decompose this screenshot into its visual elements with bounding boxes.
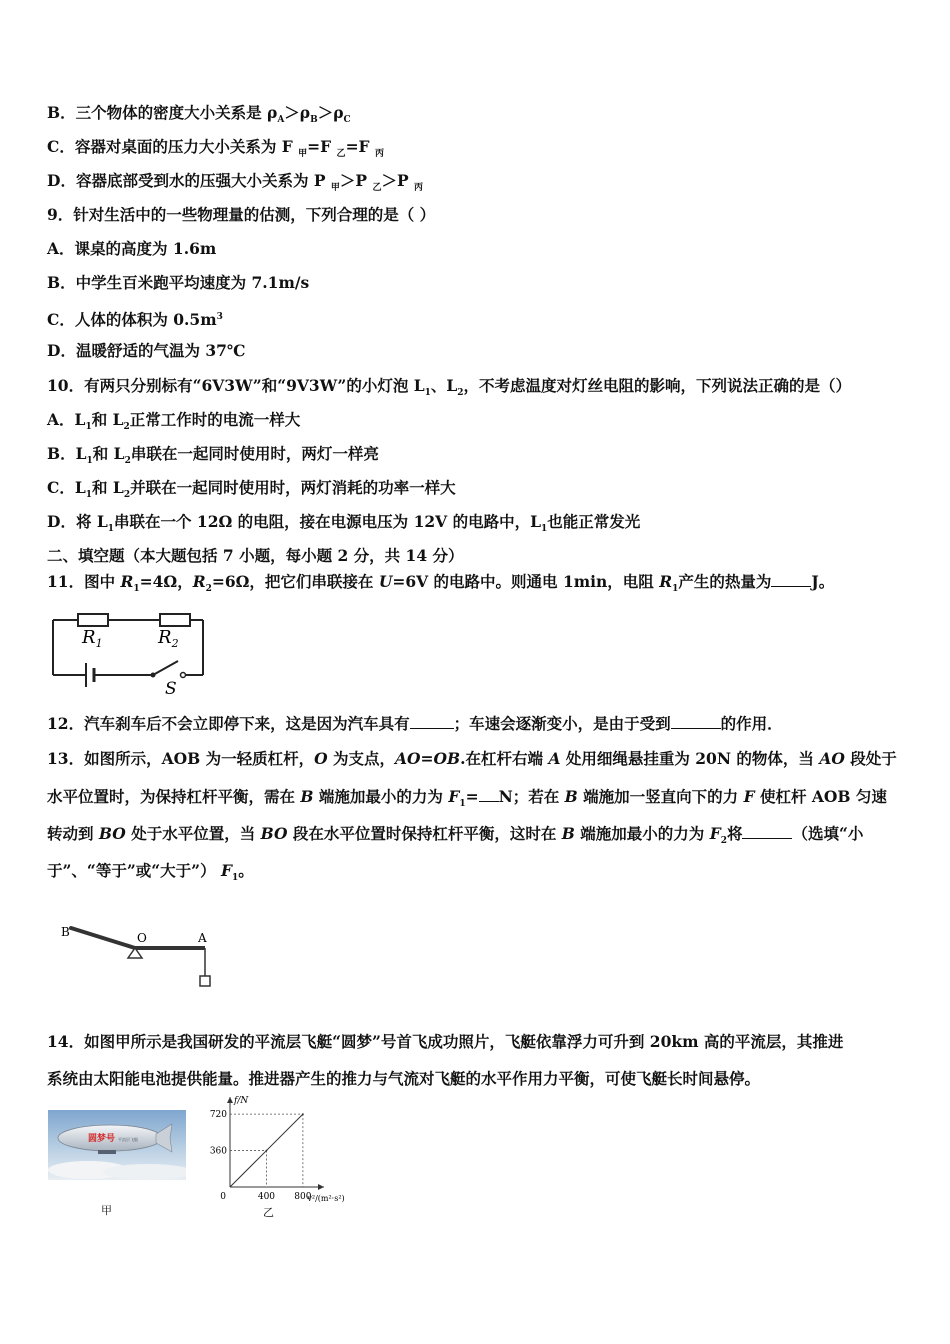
switch-label: S: [165, 679, 177, 697]
label-a: A: [198, 931, 207, 945]
q9-stem: 9．针对生活中的一些物理量的估测，下列合理的是（ ）: [47, 205, 436, 224]
q10-option-c: C．$L_1$和 $L_2$并联在一起同时使用时，两灯消耗的功率一样大: [47, 478, 456, 501]
q8-option-b: B．三个物体的密度大小关系是 $\rho_A>\rho_B>\rho_C$: [47, 103, 351, 126]
q13-line-3: 转动到 BO 处于水平位置，当 BO 段在水平位置时保持杠杆平衡，这时在 B 端施加最小的力为 $F_2$将 （选填“小: [47, 824, 864, 847]
q13-line-2: 水平位置时，为保持杠杆平衡，需在 B 端施加最小的力为 $F_1= N$；若在 B 端施加一竖直向下的力 F 使杠杆 AOB 匀速: [47, 787, 887, 810]
x-tick-label: 400: [257, 1192, 276, 1202]
q9-option-a: A．课桌的高度为 1.6m: [47, 239, 217, 258]
origin-label: 0: [220, 1192, 226, 1202]
q10-stem: 10．有两只分别标有“6V3W”和“9V3W”的小灯泡 $L_1$、$L_2$，不考虑温度对灯丝电阻的影响，下列说法正确的是（）: [47, 376, 852, 399]
data-point: [266, 1150, 268, 1152]
r1-label: $R_1$: [82, 627, 103, 650]
section-heading: 二、填空题（本大题包括 7 小题，每小题 2 分，共 14 分）: [47, 546, 464, 565]
resistor-r2: [160, 614, 190, 626]
r2-label: $R_2$: [158, 627, 179, 650]
hanging-weight: [200, 976, 210, 986]
caption-yi: 乙: [263, 1206, 274, 1219]
q10-option-d: D．将 $L_1$串联在一个 12Ω 的电阻，接在电源电压为 12V 的电路中，$L_1$也能正常发光: [47, 512, 641, 535]
y-tick-label: 720: [209, 1110, 227, 1121]
q10-option-a: A．$L_1$和 $L_2$正常工作时的电流一样大: [47, 410, 301, 433]
q12-blank-2[interactable]: [671, 714, 721, 729]
q10-option-b: B．$L_1$和 $L_2$串联在一起同时使用时，两灯一样亮: [47, 444, 379, 467]
airship-photo: [48, 1110, 186, 1180]
airship-name: 圆梦号: [88, 1134, 116, 1144]
lever-diagram: [55, 918, 225, 990]
q9-option-c: C．人体的体积为 $0.5m^3$: [47, 310, 223, 330]
force-velocity-chart: [205, 1095, 355, 1205]
airship-small-text: 平流层飞艇: [118, 1137, 138, 1142]
q11-stem: 11．图中 $R_1=4\Omega$，$R_2=6\Omega$，把它们串联接在 U=6V 的电路中。则通电 1min，电阻 $R_1$产生的热量为 J。: [47, 572, 835, 595]
lever-arm-ob: [71, 928, 135, 948]
airship-gondola: [98, 1150, 116, 1154]
q12-stem: 12．汽车刹车后不会立即停下来，这是因为汽车具有 ；车速会逐渐变小，是由于受到 的作用．: [47, 714, 783, 733]
q12-blank-1[interactable]: [410, 714, 454, 729]
q13-blank-2[interactable]: [742, 824, 792, 839]
caption-jia: 甲: [101, 1204, 112, 1217]
q11-answer-blank[interactable]: [771, 572, 811, 587]
x-tick-label: 800: [294, 1192, 312, 1202]
q13-line-1: 13．如图所示，AOB 为一轻质杠杆，O 为支点，AO=OB.在杠杆右端 A 处用细绳悬挂重为 20N 的物体，当 AO 段处于: [47, 749, 897, 768]
x-axis-arrow: [318, 1184, 324, 1190]
q9-option-b: B．中学生百米跑平均速度为 7.1m/s: [47, 273, 310, 292]
data-point: [302, 1113, 304, 1115]
q14-line-2: 系统由太阳能电池提供能量。推进器产生的推力与气流对飞艇的水平作用力平衡，可使飞艇长时间悬停。: [47, 1069, 761, 1088]
resistor-r1: [78, 614, 108, 626]
y-axis-arrow: [227, 1097, 233, 1103]
q9-option-d: D．温暖舒适的气温为 37℃: [47, 341, 246, 360]
q13-line-4: 于”、“等于”或“大于”） $F_1$。: [47, 861, 254, 884]
switch-blade: [153, 661, 178, 675]
q8-option-c: C．容器对桌面的压力大小关系为 F $_甲$=F $_乙$=F $_丙$: [47, 137, 384, 160]
label-o: O: [137, 931, 147, 945]
q14-line-1: 14．如图甲所示是我国研发的平流层飞艇“圆梦”号首飞成功照片，飞艇依靠浮力可升到 20km 高的平流层，其推进: [47, 1032, 844, 1051]
q8-option-d: D．容器底部受到水的压强大小关系为 P $_甲$＞P $_乙$＞P $_丙$: [47, 171, 424, 194]
y-tick-label: 360: [209, 1146, 227, 1157]
label-b: B: [61, 925, 70, 939]
q13-blank-1[interactable]: [479, 787, 499, 802]
circuit-diagram: [48, 605, 213, 697]
y-axis-label: f/N: [234, 1096, 249, 1106]
x-axis-label: v²/(m²·s²): [307, 1194, 345, 1203]
